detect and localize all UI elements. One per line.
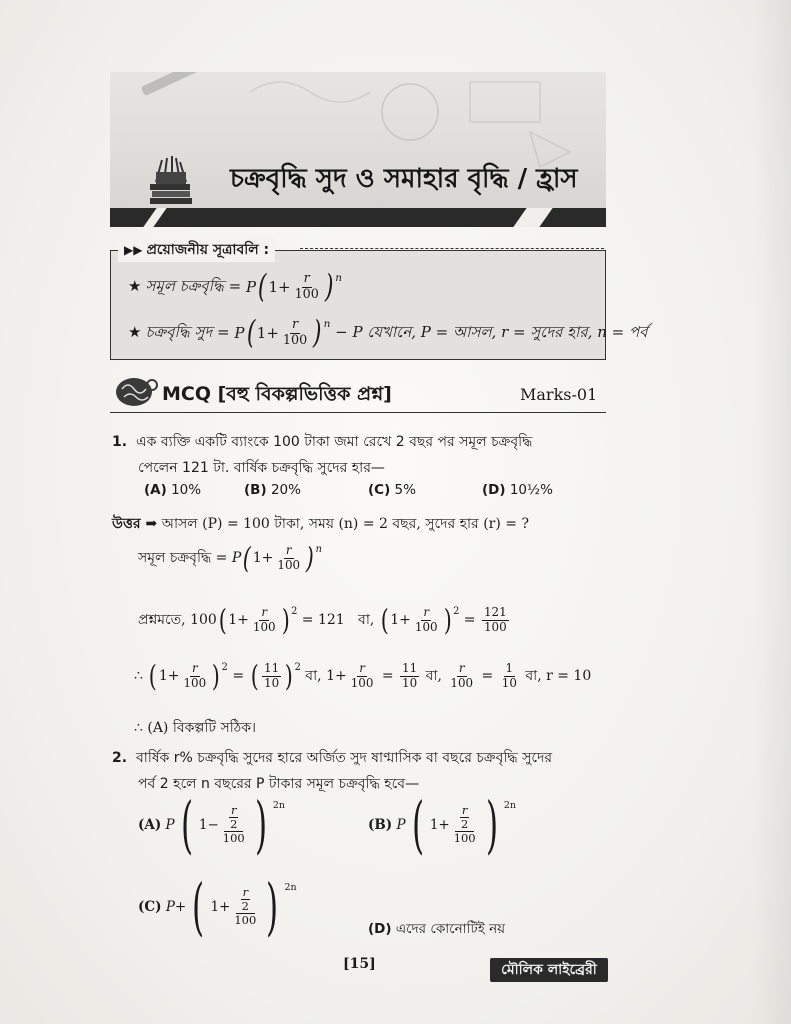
publisher-badge: মৌলিক লাইব্রেরী [490, 958, 608, 982]
q2-option-d[interactable]: (D) এদের কোনোটিই নয় [368, 921, 506, 937]
q1-amount-formula: সমূল চক্রবৃদ্ধি = P ( 1+ $\frac{r}{100}$ ) $^n$ [138, 540, 322, 575]
chapter-banner [110, 72, 606, 227]
heading-dash-line [300, 248, 604, 249]
mcq-brain-icon [114, 375, 160, 409]
double-arrow-icon: ▶▶ [124, 243, 143, 257]
star-icon: ★ [128, 323, 142, 342]
q2-option-a[interactable]: (A) P ( 1− $\frac{\frac{r}{2}}{100}$ ) $^{2n}$ [138, 788, 285, 861]
formula-heading: ▶▶ প্রয়োজনীয় সূত্রাবলি : [118, 238, 275, 262]
q1-step-1: প্রশ্নমতে, 100 ( 1+ $\frac{r}{100}$ ) $^2$ = 121 বা, ( 1+ $\frac{r}{100}$ ) $^2$ = $\frac{121}{100}$ [138, 602, 507, 637]
chapter-title: চক্রবৃদ্ধি সুদ ও সমাহার বৃদ্ধি / হ্রাস [230, 164, 578, 194]
question-1-line-2: পেলেন 121 টা. বার্ষিক চক্রবৃদ্ধি সুদের হার— [138, 460, 385, 476]
marks-label: Marks-01 [520, 385, 598, 404]
formula-interest: ★ চক্রবৃদ্ধি সুদ = P ( 1+ $\frac{r}{100}$ ) $^n$ − P যেখানে, P = আসল, r = সুদের হার, n = পর্ব [128, 314, 648, 351]
q2-option-b[interactable]: (B) P ( 1+ $\frac{\frac{r}{2}}{100}$ ) $^{2n}$ [368, 788, 516, 861]
q1-option-d[interactable]: (D) 10½% [482, 482, 553, 498]
star-icon: ★ [128, 277, 142, 296]
page-number: [15] [343, 956, 376, 972]
mcq-title: MCQ [বহু বিকল্পভিত্তিক প্রশ্ন] [162, 383, 392, 405]
q1-conclusion: ∴ (A) বিকল্পটি সঠিক। [134, 720, 257, 736]
formula-amount: ★ সমূল চক্রবৃদ্ধি = P ( 1+ $\frac{r}{100}$ ) $^n$ [128, 268, 342, 305]
question-1-line-1: 1. এক ব্যক্তি একটি ব্যাংকে 100 টাকা জমা রেখে 2 বছর পর সমূল চক্রবৃদ্ধি [112, 434, 533, 450]
q1-option-b[interactable]: (B) 20% [244, 482, 301, 498]
q1-answer-given: উত্তর ➡ আসল (P) = 100 টাকা, সময় (n) = 2 বছর, সুদের হার (r) = ? [112, 516, 529, 532]
question-2-line-1: 2. বার্ষিক r% চক্রবৃদ্ধি সুদের হারে অর্জিত সুদ ষাণ্মাসিক বা বছরে চক্রবৃদ্ধি সুদের [112, 750, 553, 766]
q1-step-2: ∴ ( 1+ $\frac{r}{100}$ ) $^2$ = ( $\frac{11}{10}$ ) $^2$ বা, 1+ $\frac{r}{100}$ = $\frac{11}{10}$ বা, $\frac{r}{100}$ = $\frac{1}{10}$ বা, r = 10 [134, 658, 592, 693]
books-icon [148, 154, 194, 206]
q1-option-a[interactable]: (A) 10% [144, 482, 202, 498]
q1-option-c[interactable]: (C) 5% [368, 482, 416, 498]
q2-option-c[interactable]: (C) P+ ( 1+ $\frac{\frac{r}{2}}{100}$ ) $^{2n}$ [138, 870, 297, 943]
banner-stripe-bar [110, 208, 606, 227]
page-edge [751, 0, 791, 1024]
question-2-line-2: পর্ব 2 হলে n বছরের P টাকার সমূল চক্রবৃদ্ধি হবে— [138, 776, 420, 792]
